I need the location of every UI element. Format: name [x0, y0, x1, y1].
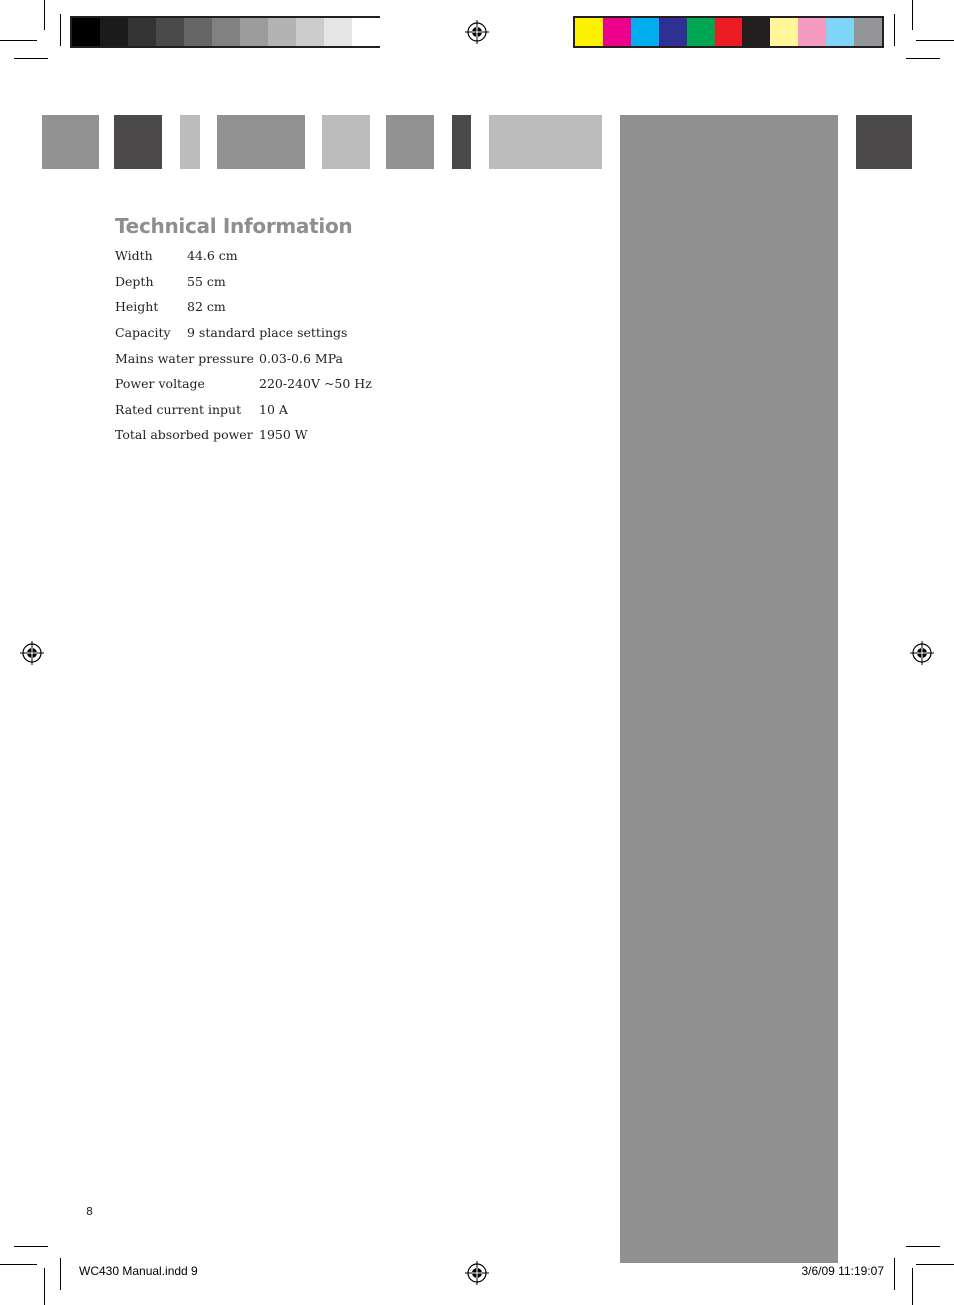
spec-label: Depth — [115, 274, 154, 289]
color-swatch — [798, 18, 826, 46]
color-swatch — [715, 18, 743, 46]
gray-swatch — [100, 18, 128, 46]
crop-mark-top-left-v2 — [60, 14, 61, 46]
crop-mark-top-left-h2 — [14, 58, 48, 59]
crop-mark-bottom-right-h — [906, 1246, 940, 1247]
spec-value: 0.03-0.6 MPa — [259, 351, 344, 366]
crop-mark-top-right-v2 — [894, 14, 895, 46]
crop-mark-top-left-h — [0, 40, 37, 41]
spec-label: Capacity — [115, 325, 171, 340]
crop-mark-bottom-left-v — [44, 1268, 45, 1305]
crop-mark-top-right-h — [916, 40, 954, 41]
spec-value: 220-240V ~50 Hz — [259, 376, 372, 391]
header-block — [217, 115, 305, 169]
spec-label: Rated current input — [115, 402, 242, 417]
crop-mark-bottom-left-h2 — [0, 1264, 37, 1265]
color-swatch — [603, 18, 631, 46]
color-swatch — [575, 18, 603, 46]
spec-value: 9 standard place settings — [187, 325, 348, 340]
gray-swatch — [156, 18, 184, 46]
registration-mark-right-icon — [910, 641, 934, 665]
crop-mark-top-left-v — [44, 0, 45, 30]
gray-swatch — [72, 18, 100, 46]
gray-swatch — [240, 18, 268, 46]
header-block — [42, 115, 99, 169]
gray-swatch — [212, 18, 240, 46]
header-block — [322, 115, 370, 169]
registration-mark-left-icon — [20, 641, 44, 665]
header-block — [180, 115, 200, 169]
crop-mark-bottom-left-v2 — [60, 1258, 61, 1290]
registration-mark-top-icon — [465, 20, 489, 44]
spec-label: Total absorbed power — [115, 427, 253, 442]
spec-label: Height — [115, 299, 159, 314]
color-swatch — [770, 18, 798, 46]
crop-mark-top-right-h2 — [906, 58, 940, 59]
spec-value: 10 A — [259, 402, 288, 417]
header-block — [856, 115, 912, 169]
registration-mark-bottom-icon — [465, 1261, 489, 1285]
gray-swatch — [268, 18, 296, 46]
color-swatch — [631, 18, 659, 46]
gray-swatch — [324, 18, 352, 46]
spec-label: Width — [115, 248, 153, 263]
crop-mark-bottom-right-h2 — [916, 1264, 954, 1265]
color-swatch — [687, 18, 715, 46]
gray-swatch — [296, 18, 324, 46]
header-block — [114, 115, 162, 169]
file-slug: WC430 Manual.indd 9 — [79, 1264, 198, 1278]
gray-swatch — [352, 18, 380, 46]
spec-label: Power voltage — [115, 376, 205, 391]
gray-swatch — [128, 18, 156, 46]
color-swatch — [742, 18, 770, 46]
color-swatch — [659, 18, 687, 46]
crop-mark-bottom-right-v — [912, 1268, 913, 1305]
spec-value: 82 cm — [187, 299, 226, 314]
crop-mark-bottom-left-h — [14, 1246, 48, 1247]
spec-value: 55 cm — [187, 274, 226, 289]
gray-swatch — [184, 18, 212, 46]
sidebar-panel — [620, 115, 838, 1263]
header-block — [489, 115, 602, 169]
header-block — [386, 115, 434, 169]
spec-value: 44.6 cm — [187, 248, 238, 263]
header-block — [452, 115, 471, 169]
section-title: Technical Information — [115, 214, 353, 238]
print-timestamp: 3/6/09 11:19:07 — [801, 1264, 884, 1278]
color-swatch — [854, 18, 882, 46]
crop-mark-top-right-v — [912, 0, 913, 30]
crop-mark-bottom-right-v2 — [894, 1258, 895, 1290]
page-number: 8 — [86, 1205, 93, 1218]
color-swatch — [826, 18, 854, 46]
spec-label: Mains water pressure — [115, 351, 254, 366]
spec-value: 1950 W — [259, 427, 308, 442]
